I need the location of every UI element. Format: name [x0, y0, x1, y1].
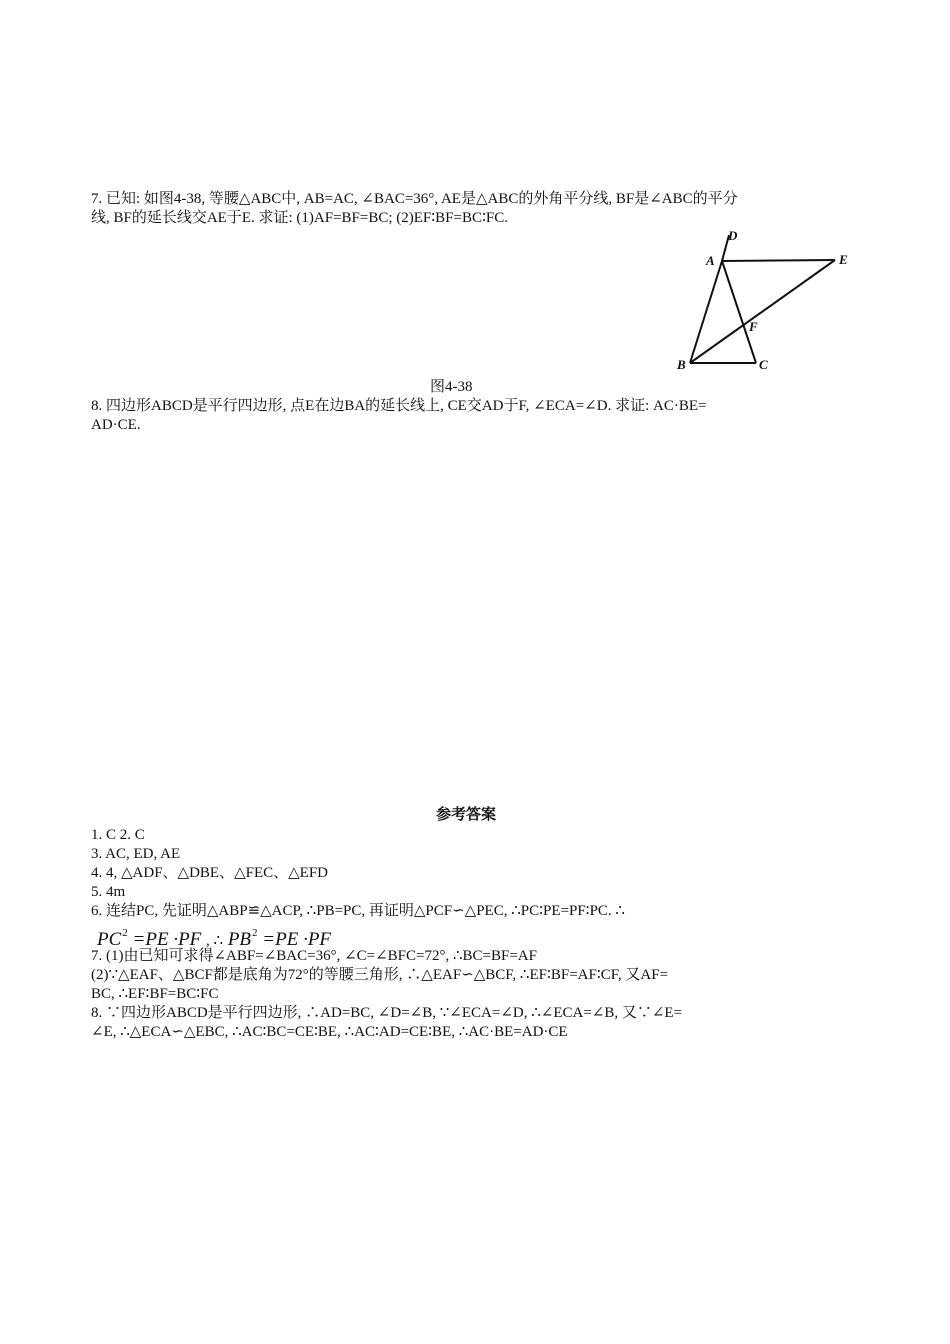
answer-6: 6. 连结PC, 先证明△ABP≌△ACP, ∴PB=PC, 再证明△PCF∽△PEC, ∴PC∶PE=PF∶PC. ∴: [91, 903, 625, 919]
segment-AB: [690, 261, 722, 363]
answer-7-line-3: BC, ∴EF∶BF=BC∶FC: [91, 986, 219, 1002]
formula-exp-2: 2: [252, 927, 258, 939]
formula-rhs-1: =PE ·PF: [132, 929, 202, 950]
label-B: B: [677, 357, 686, 372]
segment-AE: [722, 260, 835, 261]
problem-8-line-2: AD·CE.: [91, 417, 141, 433]
figure-caption: 图4-38: [430, 379, 473, 395]
label-C: C: [759, 357, 768, 372]
label-E: E: [839, 252, 848, 267]
problem-7-line-1: 7. 已知: 如图4-38, 等腰△ABC中, AB=AC, ∠BAC=36°, AE是△ABC的外角平分线, BF是∠ABC的平分: [91, 191, 738, 207]
formula-pc: PC: [97, 929, 122, 950]
answer-8-line-2: ∠E, ∴△ECA∽△EBC, ∴AC∶BC=CE∶BE, ∴AC∶AD=CE∶BE, ∴AC·BE=AD·CE: [91, 1024, 568, 1040]
segment-BE: [690, 260, 835, 363]
segment-AC: [722, 261, 756, 363]
answer-8-line-1: 8. ∵四边形ABCD是平行四边形, ∴AD=BC, ∠D=∠B, ∵∠ECA=∠D, ∴∠ECA=∠B, 又∵∠E=: [91, 1005, 683, 1021]
answer-4: 4. 4, △ADF、△DBE、△FEC、△EFD: [91, 865, 328, 881]
label-D: D: [728, 228, 738, 243]
formula-rhs-2: =PE ·PF: [262, 929, 332, 950]
triangle-figure: [668, 226, 868, 376]
problem-8-line-1: 8. 四边形ABCD是平行四边形, 点E在边BA的延长线上, CE交AD于F, ∠ECA=∠D. 求证: AC·BE=: [91, 398, 707, 414]
formula-exp-1: 2: [122, 927, 128, 939]
label-A: A: [706, 253, 715, 268]
problem-7-line-2: 线, BF的延长线交AE于E. 求证: (1)AF=BF=BC; (2)EF∶BF=BC∶FC.: [91, 210, 508, 226]
formula-therefore: , ∴: [206, 933, 224, 949]
answer-7-line-1: 7. (1)由已知可求得∠ABF=∠BAC=36°, ∠C=∠BFC=72°, ∴BC=BF=AF: [91, 948, 537, 964]
answer-7-line-2: (2)∵△EAF、△BCF都是底角为72°的等腰三角形, ∴△EAF∽△BCF, ∴EF∶BF=AF∶CF, 又AF=: [91, 967, 669, 983]
answer-5: 5. 4m: [91, 884, 126, 900]
answer-1-2: 1. C 2. C: [91, 827, 145, 843]
formula-pb: PB: [227, 929, 252, 950]
answer-3: 3. AC, ED, AE: [91, 846, 181, 862]
answers-heading: 参考答案: [436, 807, 497, 823]
label-F: F: [749, 319, 758, 334]
